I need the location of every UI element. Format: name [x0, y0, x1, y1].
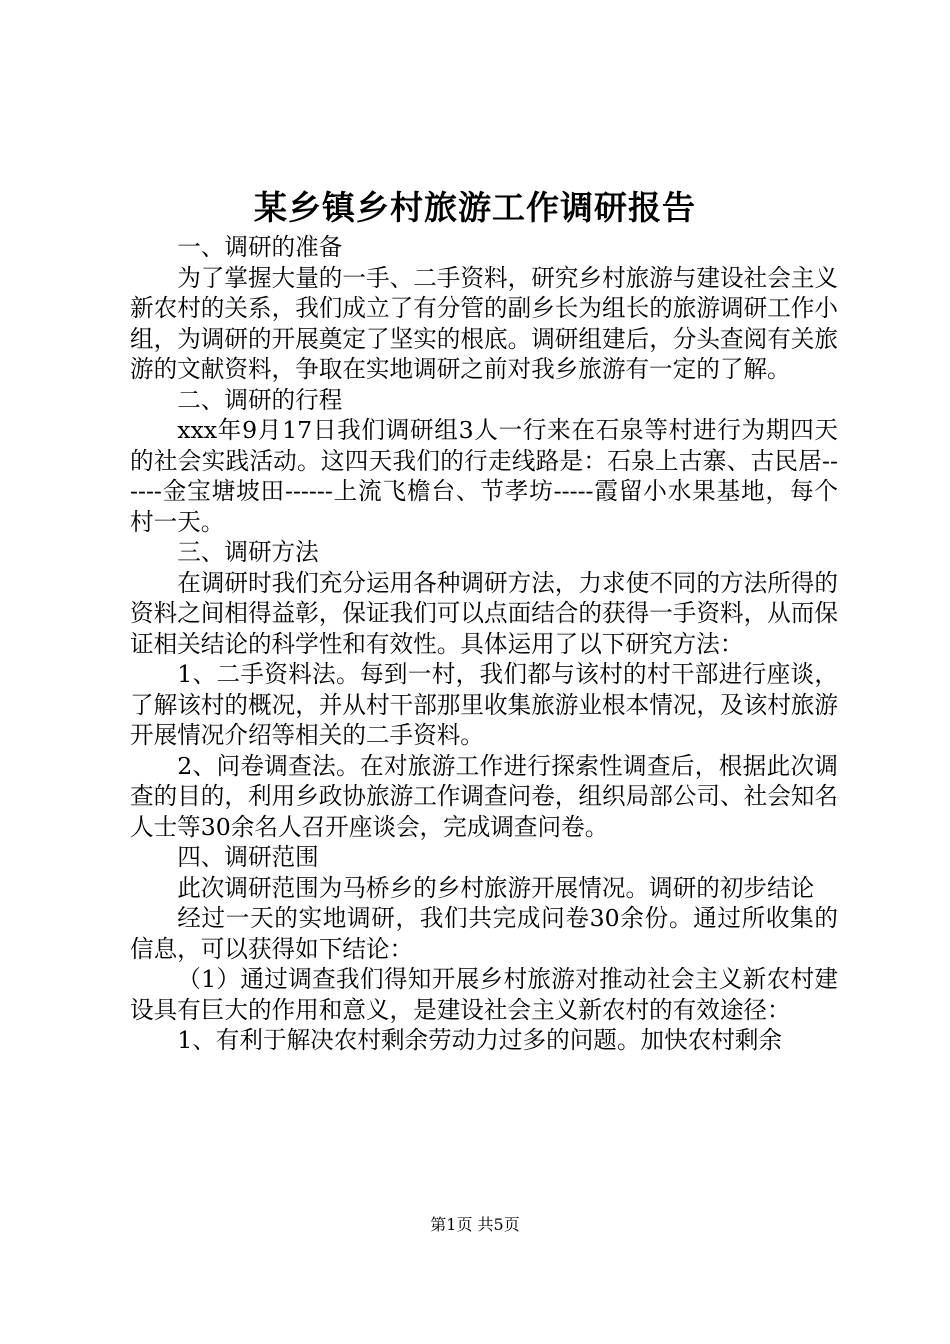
- paragraph-conclusion-1-item-1: 1、有利于解决农村剩余劳动力过多的问题。加快农村剩余: [177, 1026, 783, 1054]
- page-number-footer: 第1页 共5页: [430, 1215, 520, 1234]
- section-heading-preparation: 一、调研的准备: [177, 233, 343, 261]
- paragraph-itinerary: xxx年9月17日我们调研组3人一行来在石泉等村进行为期四天的社会实践活动。这四天我们的行走线路是：石泉上古寨、古民居------金宝塘坡田------上流飞檐台、节孝坊-----霞留小水果基地，每个村一天。: [130, 416, 838, 536]
- paragraph-method-questionnaire: 2、问卷调查法。在对旅游工作进行探索性调查后，根据此次调查的目的，利用乡政协旅游工作调查问卷，组织局部公司、社会知名人士等30余名人召开座谈会，完成调查问卷。: [130, 751, 838, 841]
- paragraph-method-secondary-data: 1、二手资料法。每到一村，我们都与该村的村干部进行座谈，了解该村的概况，并从村干部那里收集旅游业根本情况，及该村旅游开展情况介绍等相关的二手资料。: [130, 660, 838, 749]
- section-heading-scope: 四、调研范围: [177, 843, 319, 871]
- paragraph-preparation: 为了掌握大量的一手、二手资料，研究乡村旅游与建设社会主义新农村的关系，我们成立了有分管的副乡长为组长的旅游调研工作小组，为调研的开展奠定了坚实的根底。调研组建后，分头查阅有关旅游的文献资料，争取在实地调研之前对我乡旅游有一定的了解。: [130, 263, 838, 383]
- paragraph-results: 经过一天的实地调研，我们共完成问卷30余份。通过所收集的信息，可以获得如下结论：: [130, 904, 838, 963]
- paragraph-scope: 此次调研范围为马桥乡的乡村旅游开展情况。调研的初步结论: [177, 873, 815, 902]
- document-body: [130, 232, 838, 1056]
- section-heading-methods: 三、调研方法: [177, 538, 319, 566]
- document-title: 某乡镇乡村旅游工作调研报告: [254, 188, 696, 227]
- paragraph-conclusion-1: （1）通过调查我们得知开展乡村旅游对推动社会主义新农村建设具有巨大的作用和意义，是建设社会主义新农村的有效途径：: [130, 965, 838, 1024]
- paragraph-methods: 在调研时我们充分运用各种调研方法，力求使不同的方法所得的资料之间相得益彰，保证我们可以点面结合的获得一手资料，从而保证相关结论的科学性和有效性。具体运用了以下研究方法：: [130, 568, 838, 658]
- section-heading-itinerary: 二、调研的行程: [177, 385, 343, 414]
